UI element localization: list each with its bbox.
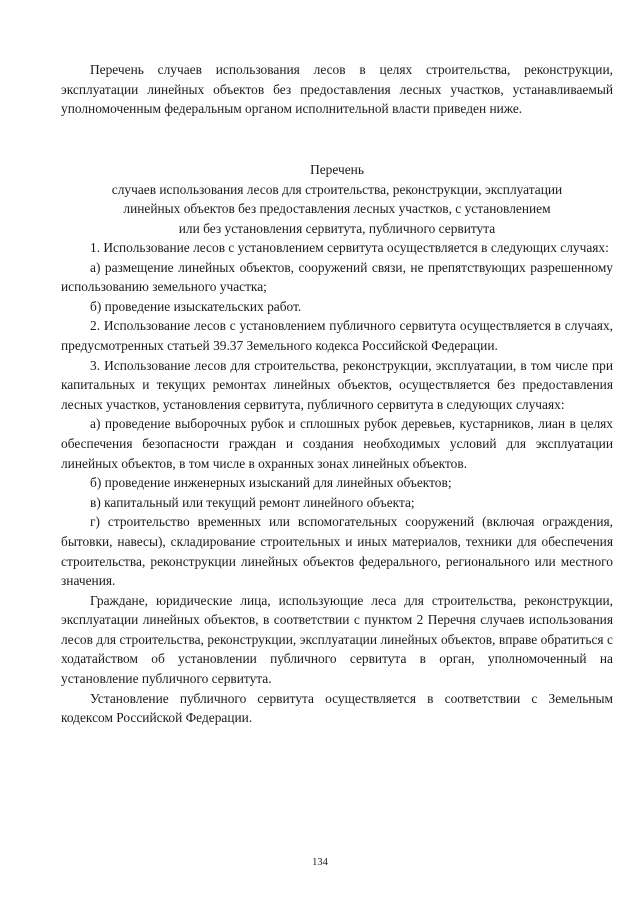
paragraph-citizens: Граждане, юридические лица, использующие леса для строительства, реконструкции, эксплуатации линейных объектов, в соответствии с пунктом 2 Перечня случаев использования лесов для строительства, реконструкции, эксплуатации линейных объектов, вправе обратиться с ходатайством об установлении публичного сервитута в орган, уполномоченный на установление публичного сервитута. <box>61 592 613 687</box>
paragraph-item-2: 2. Использование лесов с установлением публичного сервитута осуществляется в случаях, предусмотренных статьей 39.37 Земельного кодекса Российской Федерации. <box>61 318 613 353</box>
paragraph-item-1: 1. Использование лесов с установлением сервитута осуществляется в следующих случаях: <box>90 240 609 255</box>
paragraph-subitem-a: а) размещение линейных объектов, сооружений связи, не препятствующих разрешенному использованию земельного участка; <box>61 259 613 295</box>
heading-title: Перечень <box>310 162 364 177</box>
intro-section <box>61 60 613 119</box>
paragraph-subitem-a: а) проведение выборочных рубок и сплошных рубок деревьев, кустарников, лиан в целях обеспечения безопасности граждан и создания необходимых условий для эксплуатации линейных объектов, в том числе в охранных зонах линейных объектов. <box>61 416 613 471</box>
heading-subtitle-line: линейных объектов без предоставления лесных участков, с установлением <box>123 201 551 217</box>
document-body <box>61 238 613 728</box>
page-number: 134 <box>312 857 328 868</box>
paragraph-closing: Установление публичного сервитута осуществляется в соответствии с Земельным кодексом Российской Федерации. <box>61 690 613 726</box>
paragraph-subitem-d: г) строительство временных или вспомогательных сооружений (включая ограждения, бытовки, навесы), складирование строительных и иных материалов, техники для обеспечения строительства, реконструкции линейных объектов федерального, регионального или местного значения. <box>61 514 613 589</box>
list-heading <box>61 160 613 238</box>
paragraph-subitem-b: б) проведение изыскательских работ. <box>90 298 302 314</box>
intro-paragraph: Перечень случаев использования лесов в целях строительства, реконструкции, эксплуатации линейных объектов без предоставления лесных участков, устанавливаемый уполномоченным федеральным органом исполнительной власти приведен ниже. <box>61 62 613 117</box>
heading-subtitle-line: случаев использования лесов для строительства, реконструкции, эксплуатации <box>111 181 563 197</box>
paragraph-subitem-b: б) проведение инженерных изысканий для линейных объектов; <box>90 475 452 491</box>
paragraph-item-3: 3. Использование лесов для строительства, реконструкции, эксплуатации, в том числе при капитальных и текущих ремонтах линейных объектов, осуществляется без предоставления лесных участков, установления сервитута, публичного сервитута в следующих случаях: <box>61 357 613 412</box>
paragraph-subitem-c: в) капитальный или текущий ремонт линейного объекта; <box>90 494 415 510</box>
heading-subtitle-line: или без установления сервитута, публичного сервитута <box>178 220 496 236</box>
